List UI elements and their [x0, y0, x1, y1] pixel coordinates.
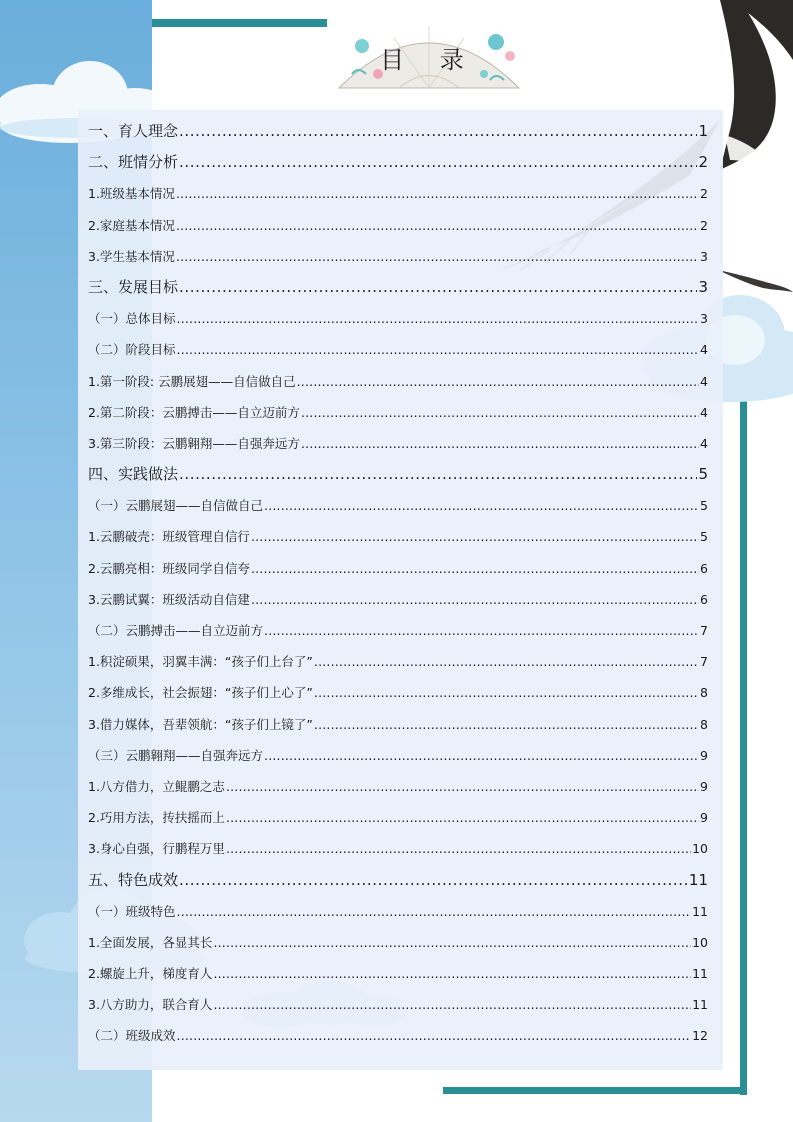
- toc-entry-title: 1.八方借力，立鲲鹏之志: [88, 778, 225, 794]
- toc-entry-title: 1.全面发展，各显其长: [88, 934, 213, 950]
- toc-dot-leader: [264, 615, 699, 646]
- toc-entry-title: （二）云鹏搏击——自立迈前方: [88, 623, 264, 638]
- toc-dot-leader: [176, 241, 699, 272]
- toc-entry-title: 2.家庭基本情况: [88, 217, 175, 233]
- toc-entry[interactable]: [88, 709, 708, 740]
- toc-entry-title: （三）云鹏翱翔——自强奔远方: [88, 747, 264, 763]
- title-fan: [334, 18, 524, 90]
- toc-dot-leader: [179, 116, 697, 147]
- toc-entry[interactable]: [88, 1020, 708, 1051]
- toc-dot-leader: [179, 865, 688, 896]
- toc-entry[interactable]: [88, 896, 708, 927]
- toc-dot-leader: [179, 272, 697, 303]
- toc-entry[interactable]: [88, 147, 708, 178]
- toc-entry-page-number: 4: [700, 342, 708, 358]
- toc-entry-page-number: 4: [700, 435, 708, 451]
- toc-entry-page-number: 9: [700, 778, 708, 794]
- toc-entry-title: 二、班情分析: [88, 153, 179, 172]
- toc-entry-page-number: 5: [700, 498, 708, 514]
- toc-entry-page-number: 1: [698, 122, 708, 140]
- toc-entry-page-number: 11: [692, 997, 708, 1013]
- toc-entry-title: 3.学生基本情况: [88, 248, 175, 264]
- toc-entry[interactable]: [88, 210, 708, 241]
- toc-entry-page-number: 11: [688, 870, 708, 889]
- toc-entry-title: 3.八方助力，联合育人: [88, 997, 213, 1013]
- toc-entry[interactable]: [88, 865, 708, 896]
- toc-dot-leader: [251, 521, 699, 552]
- toc-entry-title: 3.第三阶段：云鹏翱翔——自强奔远方: [88, 435, 300, 451]
- toc-entry-page-number: 5: [698, 465, 708, 484]
- toc-entry-page-number: 8: [700, 685, 708, 701]
- toc-entry-title: 2.云鹏亮相：班级同学自信夸: [88, 560, 250, 576]
- toc-entry-title: 三、发展目标: [88, 277, 179, 296]
- toc-entry-page-number: 9: [700, 810, 708, 826]
- toc-entry-title: 四、实践做法: [88, 465, 179, 484]
- toc-entry-page-number: 4: [700, 404, 708, 420]
- toc-entry-page-number: 6: [700, 591, 708, 607]
- toc-entry[interactable]: [88, 740, 708, 771]
- toc-dot-leader: [301, 428, 699, 459]
- toc-entry[interactable]: [88, 521, 708, 552]
- toc-entry[interactable]: [88, 459, 708, 490]
- toc-entry[interactable]: [88, 303, 708, 334]
- toc-dot-leader: [226, 771, 699, 802]
- toc-entry-title: （二）阶段目标: [88, 342, 176, 358]
- toc-entry-title: 3.身心自强，行鹏程万里: [88, 841, 225, 857]
- toc-dot-leader: [213, 989, 691, 1020]
- toc-dot-leader: [301, 397, 699, 428]
- toc-entry[interactable]: [88, 927, 708, 958]
- toc-entry-page-number: 9: [700, 747, 708, 763]
- toc-entry-page-number: 2: [700, 186, 708, 202]
- toc-entry-title: 1.积淀硕果，羽翼丰满：“孩子们上台了”: [88, 654, 313, 670]
- toc-entry-title: 1.班级基本情况: [88, 186, 175, 202]
- toc-dot-leader: [314, 646, 699, 677]
- toc-entry-page-number: 10: [692, 934, 708, 950]
- toc-entry[interactable]: [88, 989, 708, 1020]
- toc-entry[interactable]: [88, 366, 708, 397]
- page-title: 目 录: [380, 46, 478, 74]
- bottom-accent-bar: [443, 1087, 747, 1094]
- toc-entry[interactable]: [88, 428, 708, 459]
- toc-entry[interactable]: [88, 490, 708, 521]
- toc-entry-title: 3.云鹏试翼：班级活动自信建: [88, 591, 250, 607]
- toc-dot-leader: [177, 303, 700, 334]
- toc-entry-title: 2.多维成长，社会振翅：“孩子们上心了”: [88, 685, 313, 701]
- toc-entry-page-number: 3: [700, 311, 708, 327]
- toc-entry-page-number: 11: [692, 966, 708, 982]
- toc-entry[interactable]: [88, 771, 708, 802]
- toc-entry[interactable]: [88, 802, 708, 833]
- toc-dot-leader: [213, 927, 691, 958]
- toc-dot-leader: [314, 709, 699, 740]
- toc-entry-page-number: 2: [698, 153, 708, 172]
- toc-entry-title: 1.第一阶段: 云鹏展翅——自信做自己: [88, 373, 296, 389]
- toc-dot-leader: [176, 210, 699, 241]
- toc-entry[interactable]: [88, 646, 708, 677]
- toc-entry-page-number: 3: [700, 248, 708, 264]
- toc-entry[interactable]: [88, 272, 708, 303]
- toc-entry-title: （一）总体目标: [88, 311, 176, 327]
- table-of-contents: [88, 116, 708, 1052]
- toc-dot-leader: [226, 802, 699, 833]
- toc-entry-page-number: 7: [700, 623, 708, 638]
- toc-entry-title: 2.螺旋上升，梯度育人: [88, 966, 213, 982]
- toc-entry-page-number: 2: [700, 217, 708, 233]
- toc-dot-leader: [177, 334, 700, 365]
- toc-entry[interactable]: [88, 334, 708, 365]
- toc-entry-page-number: 12: [692, 1028, 708, 1044]
- toc-dot-leader: [264, 740, 699, 771]
- toc-entry[interactable]: [88, 677, 708, 708]
- toc-entry-title: 五、特色成效: [88, 870, 179, 889]
- toc-entry-page-number: 11: [692, 903, 708, 919]
- toc-entry-page-number: 10: [692, 841, 708, 857]
- toc-entry-title: 1.云鹏破壳：班级管理自信行: [88, 529, 250, 545]
- toc-dot-leader: [314, 677, 699, 708]
- toc-entry-title: （一）班级特色: [88, 903, 176, 919]
- toc-dot-leader: [251, 584, 699, 615]
- toc-entry[interactable]: [88, 584, 708, 615]
- toc-entry[interactable]: [88, 958, 708, 989]
- toc-entry-title: 一、育人理念: [88, 122, 179, 140]
- right-accent-line: [740, 395, 747, 1095]
- toc-entry-page-number: 5: [700, 529, 708, 545]
- toc-entry[interactable]: [88, 178, 708, 209]
- toc-entry-title: （一）云鹏展翅——自信做自己: [88, 498, 264, 514]
- toc-entry[interactable]: [88, 241, 708, 272]
- toc-dot-leader: [297, 366, 699, 397]
- small-eagle-illustration: [718, 262, 793, 297]
- toc-dot-leader: [264, 490, 699, 521]
- toc-entry-title: 2.第二阶段：云鹏搏击——自立迈前方: [88, 404, 300, 420]
- toc-entry-page-number: 4: [700, 373, 708, 389]
- toc-dot-leader: [226, 833, 691, 864]
- toc-entry-title: （二）班级成效: [88, 1028, 176, 1044]
- toc-entry-page-number: 8: [700, 716, 708, 732]
- toc-entry-page-number: 7: [700, 654, 708, 670]
- toc-entry-page-number: 3: [698, 277, 708, 296]
- toc-entry-title: 3.借力媒体，吾辈领航：“孩子们上镜了”: [88, 716, 313, 732]
- toc-dot-leader: [176, 178, 699, 209]
- toc-entry[interactable]: [88, 553, 708, 584]
- toc-dot-leader: [177, 896, 692, 927]
- toc-dot-leader: [213, 958, 691, 989]
- toc-dot-leader: [179, 459, 697, 490]
- toc-dot-leader: [251, 553, 699, 584]
- toc-dot-leader: [179, 147, 697, 178]
- toc-entry[interactable]: [88, 615, 708, 646]
- toc-entry[interactable]: [88, 397, 708, 428]
- top-accent-bar: [152, 19, 327, 27]
- toc-dot-leader: [177, 1020, 692, 1051]
- toc-entry[interactable]: [88, 833, 708, 864]
- toc-entry-title: 2.巧用方法，抟扶摇而上: [88, 810, 225, 826]
- toc-entry-page-number: 6: [700, 560, 708, 576]
- toc-entry[interactable]: [88, 116, 708, 147]
